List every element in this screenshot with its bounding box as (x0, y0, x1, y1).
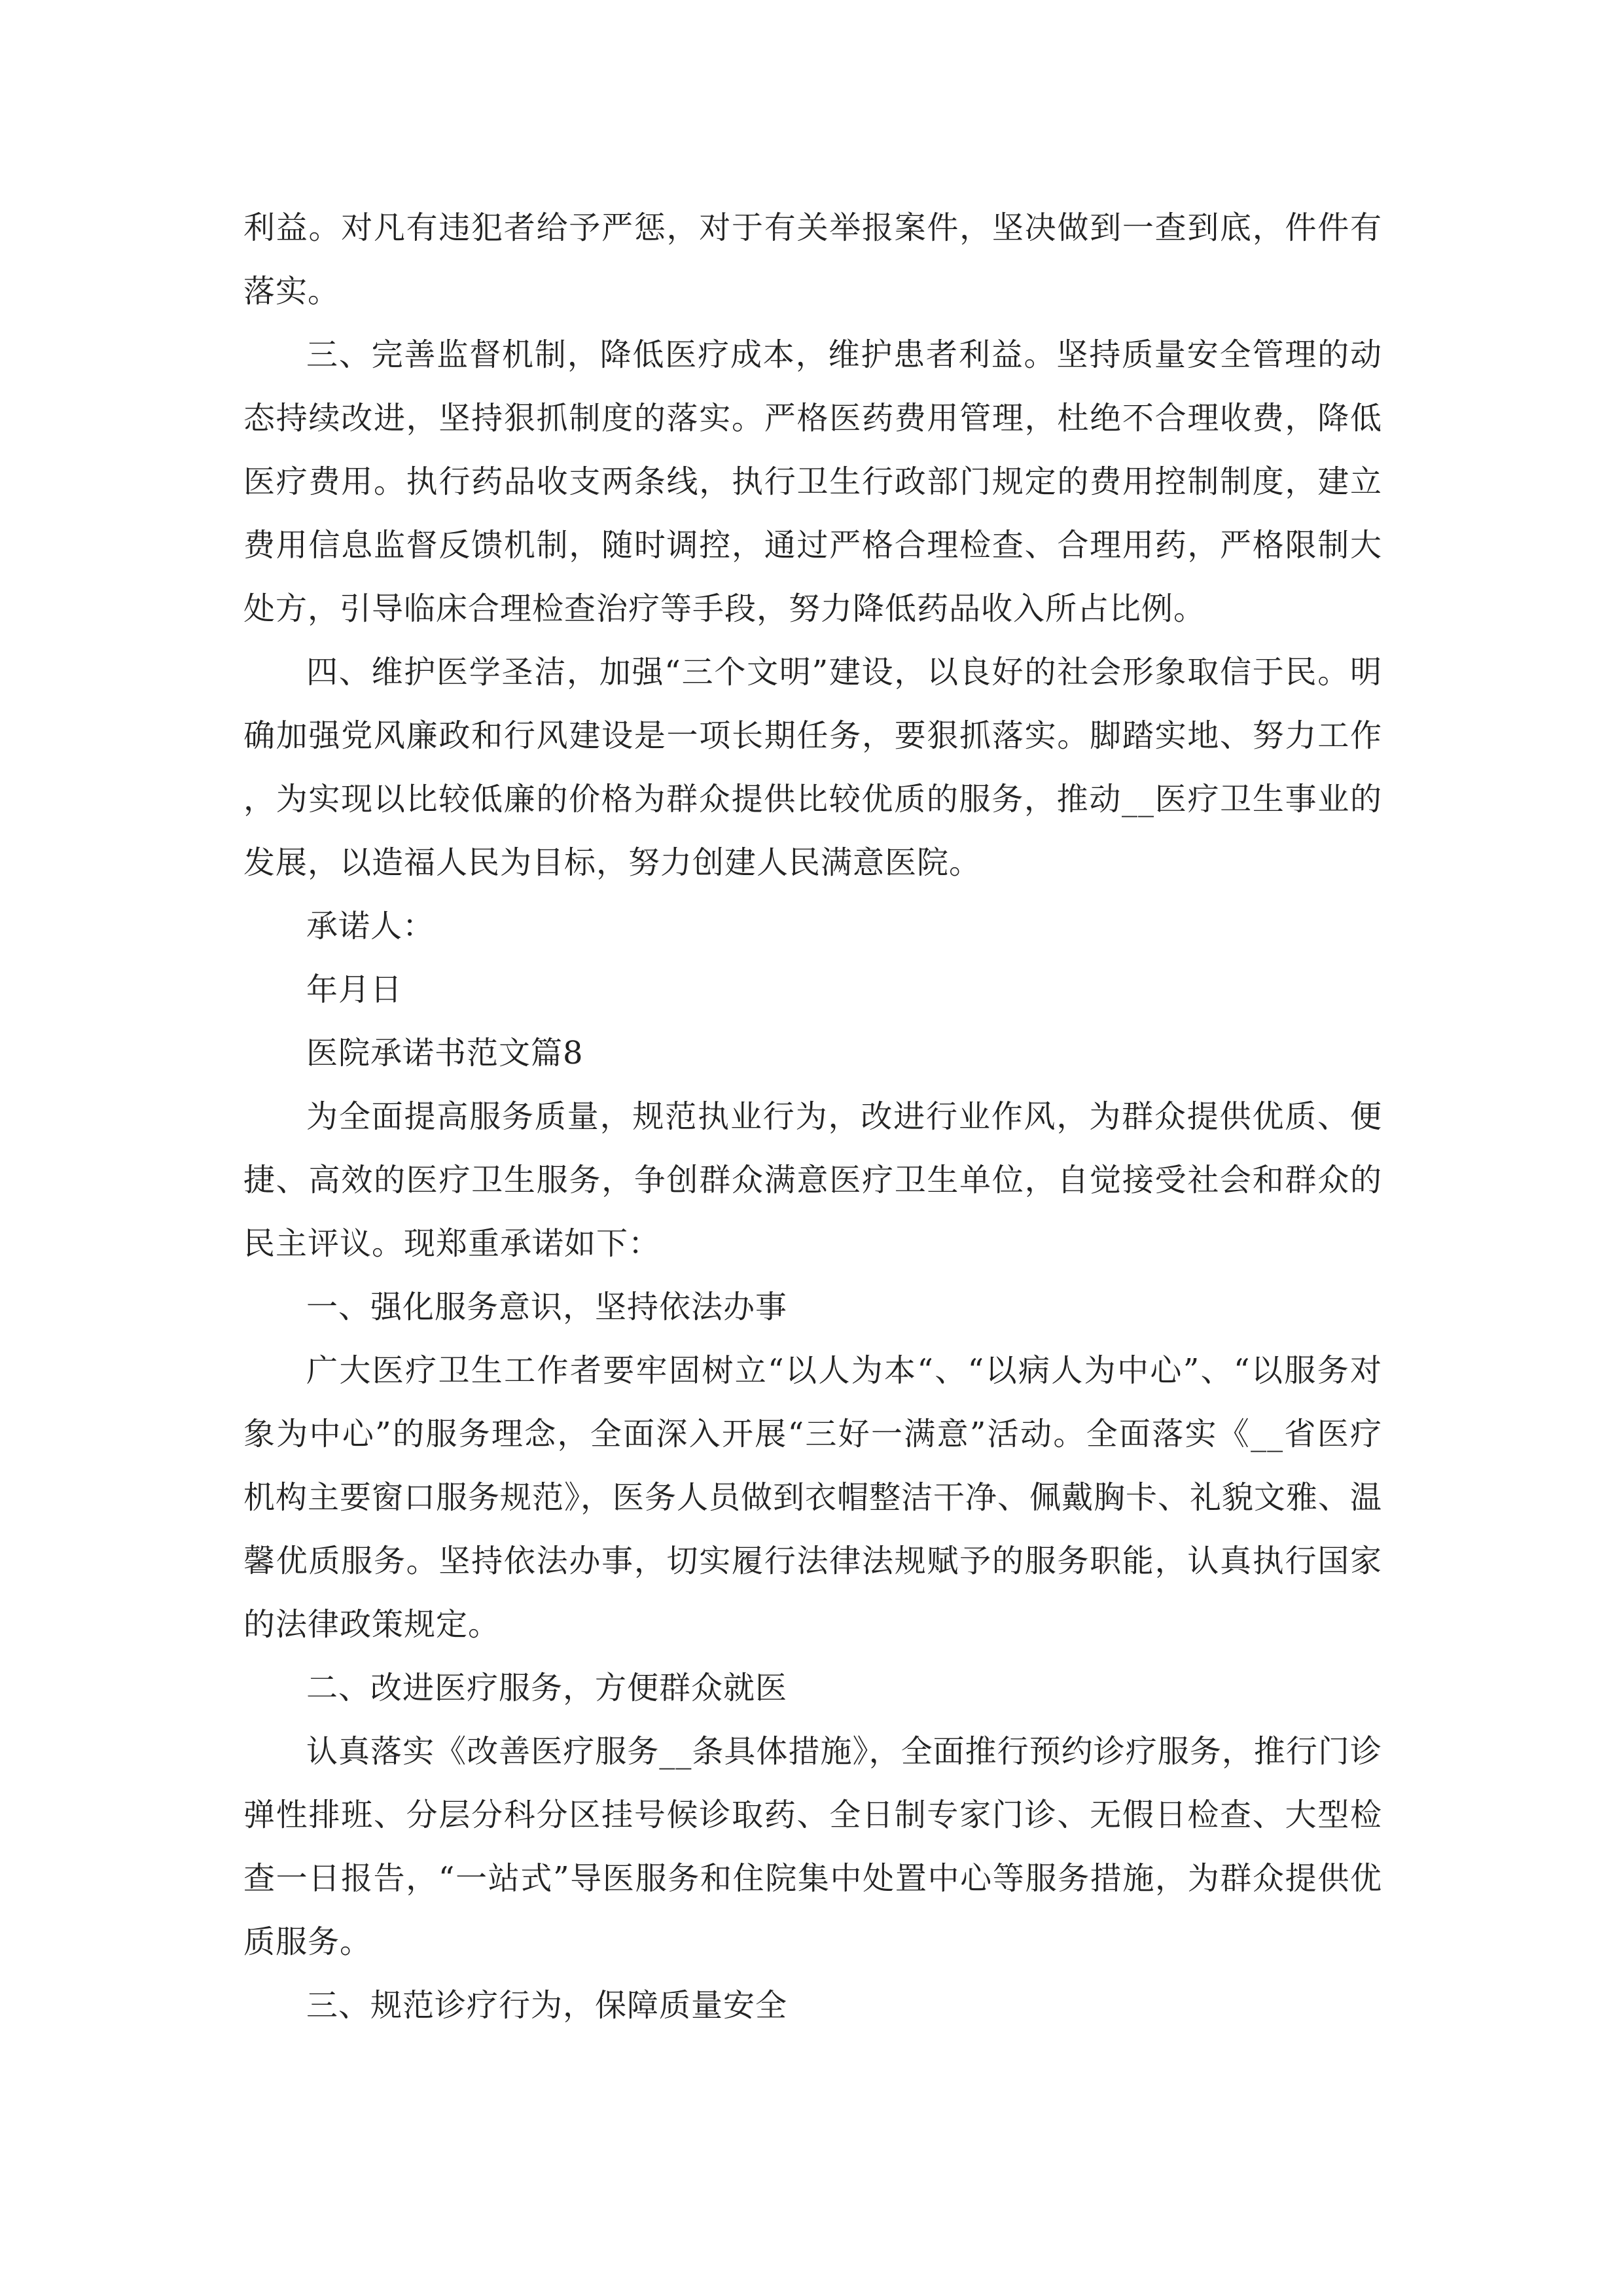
date-label: 年月日 (306, 971, 403, 1008)
paragraph-intro-commitment: 为全面提高服务质量，规范执业行为，改进行业作风，为群众提供优质、便捷、高效的医疗卫生服务，争创群众满意医疗卫生单位，自觉接受社会和群众的民主评议。现郑重承诺如下： (243, 1098, 1382, 1262)
paragraph-section-three-supervision: 三、完善监督机制，降低医疗成本，维护患者利益。坚持质量安全管理的动态持续改进，坚持狠抓制度的落实。严格医药费用管理，杜绝不合理收费，降低医疗费用。执行药品收支两条线，执行卫生行政部门规定的费用控制制度，建立费用信息监督反馈机制，随时调控，通过严格合理检查、合理用药，严格限制大处方，引导临床合理检查治疗等手段，努力降低药品收入所占比例。 (243, 336, 1382, 627)
paragraph-item-one-body: 广大医疗卫生工作者要牢固树立“以人为本“、“以病人为中心”、“以服务对象为中心”的服务理念，全面深入开展“三好一满意”活动。全面落实《__省医疗机构主要窗口服务规范》，医务人员做到衣帽整洁干净、佩戴胸卡、礼貌文雅、温馨优质服务。坚持依法办事，切实履行法律法规赋予的服务职能，认真执行国家的法律政策规定。 (243, 1352, 1383, 1643)
section-heading-sample-8: 医院承诺书范文篇8 (306, 1035, 584, 1071)
heading-item-one: 一、强化服务意识，坚持依法办事 (306, 1289, 788, 1325)
document-body (243, 196, 1382, 2037)
paragraph-continuation-benefits: 利益。对凡有违犯者给予严惩，对于有关举报案件，坚决做到一查到底，件件有落实。 (243, 209, 1382, 310)
heading-item-two: 二、改进医疗服务，方便群众就医 (306, 1670, 788, 1706)
heading-item-three: 三、规范诊疗行为，保障质量安全 (306, 1987, 788, 2024)
signer-label: 承诺人： (306, 908, 435, 944)
paragraph-section-four-medical-ethics: 四、维护医学圣洁，加强“三个文明”建设，以良好的社会形象取信于民。明确加强党风廉政和行风建设是一项长期任务，要狠抓落实。脚踏实地、努力工作，为实现以比较低廉的价格为群众提供比较优质的服务，推动__医疗卫生事业的发展，以造福人民为目标，努力创建人民满意医院。 (243, 654, 1382, 881)
paragraph-item-two-body: 认真落实《改善医疗服务__条具体措施》，全面推行预约诊疗服务，推行门诊弹性排班、分层分科分区挂号候诊取药、全日制专家门诊、无假日检查、大型检查一日报告，“一站式”导医服务和住院集中处置中心等服务措施，为群众提供优质服务。 (243, 1733, 1382, 1960)
